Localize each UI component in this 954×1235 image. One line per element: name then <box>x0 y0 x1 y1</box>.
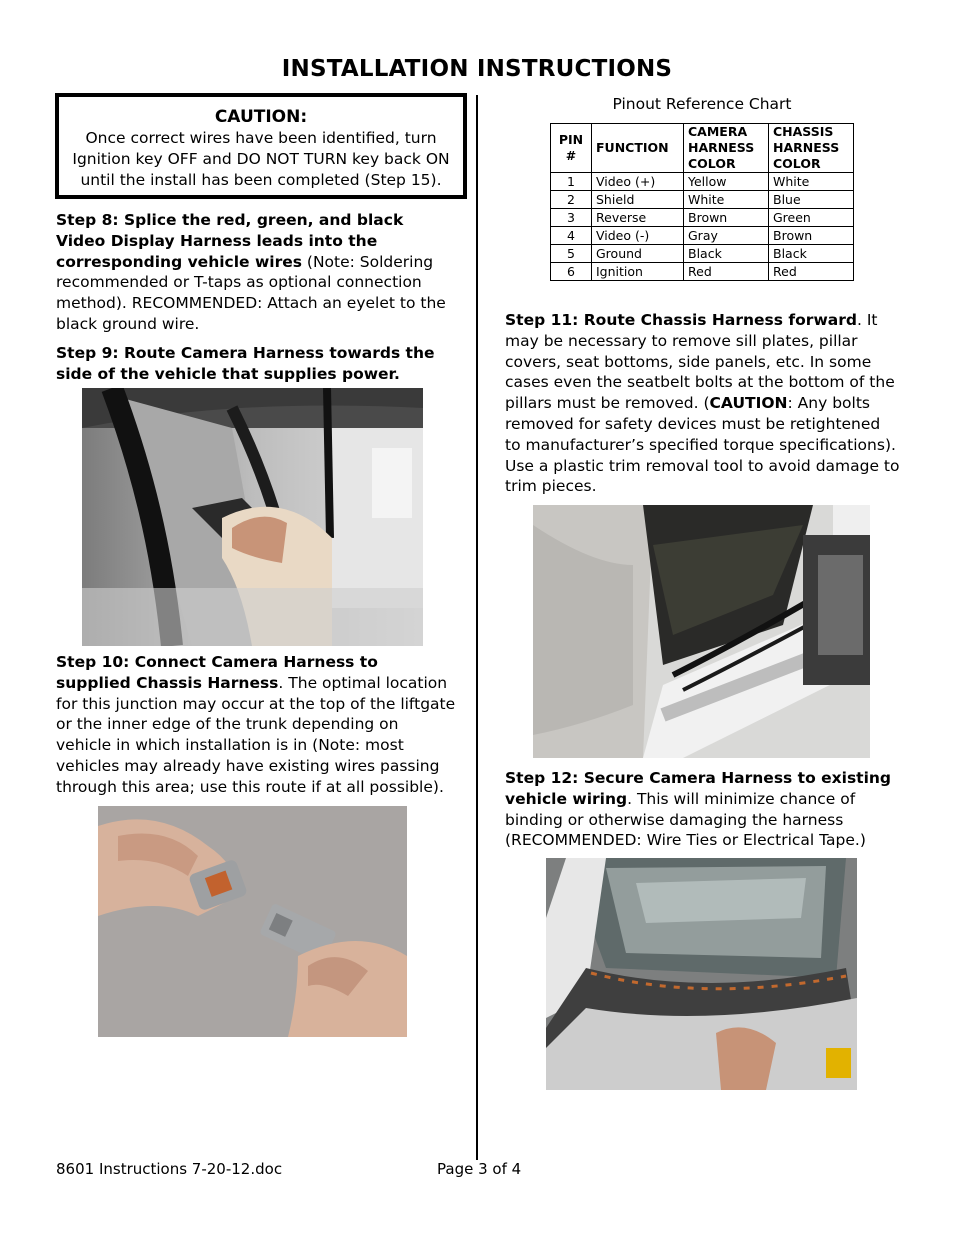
column-divider <box>476 95 478 1160</box>
pinout-cell: Red <box>769 263 854 281</box>
pinout-cell: 2 <box>551 191 592 209</box>
pinout-cell: Red <box>684 263 769 281</box>
caution-heading: CAUTION: <box>214 107 308 127</box>
step-12-text: . This will minimize chance of binding or otherwise damaging the harness (RECOMMENDED: Wire Ties or Electrical Tape.) <box>505 789 866 850</box>
pinout-cell: Reverse <box>592 209 684 227</box>
pinout-cell: 3 <box>551 209 592 227</box>
pinout-cell: Black <box>684 245 769 263</box>
pinout-cell: 5 <box>551 245 592 263</box>
photo-sill-plate-routing <box>533 505 870 758</box>
table-row <box>551 173 854 191</box>
step-11-text-2: : Any bolts removed for safety devices must be retightened to manufacturer’s specified torque specifications). Use a plastic trim removal tool to avoid damage to trim pieces. <box>505 394 900 496</box>
step-10-text: . The optimal location for this junction may occur at the top of the liftgate or the inner edge of the trunk depending on vehicle in which installation is in (Note: most vehicles may already have existing wires passing through this area; use this route if at all possible). <box>56 673 456 796</box>
table-row <box>551 209 854 227</box>
pinout-cell: Video (-) <box>592 227 684 245</box>
pinout-cell: Black <box>769 245 854 263</box>
pinout-cell: Brown <box>684 209 769 227</box>
step-8-paragraph <box>56 210 456 335</box>
photo-sill-plate-routing-image <box>533 505 870 758</box>
pinout-cell: White <box>769 173 854 191</box>
photo-liftgate-wiring <box>546 858 857 1090</box>
photo-liftgate-harness <box>82 388 423 646</box>
pinout-cell: Green <box>769 209 854 227</box>
caution-box <box>55 93 467 199</box>
pinout-header-row <box>551 124 854 173</box>
photo-liftgate-wiring-image <box>546 858 857 1090</box>
step-9-paragraph <box>56 343 456 385</box>
photo-connector-junction <box>98 806 407 1037</box>
step-12-paragraph <box>505 768 900 851</box>
pinout-chart-title: Pinout Reference Chart <box>612 95 792 113</box>
footer-document-name: 8601 Instructions 7-20-12.doc <box>56 1160 283 1178</box>
pinout-cell: Yellow <box>684 173 769 191</box>
step-11-text-1: . It may be necessary to remove sill plates, pillar covers, seat bottoms, side panels, etc. In some cases even the seatbelt bolts at the bottom of the pillars must be removed. ( <box>505 311 895 413</box>
step-12-heading: Step 12: Secure Camera Harness to existing vehicle wiring <box>505 769 892 808</box>
pinout-cell: Ignition <box>592 263 684 281</box>
step-11-paragraph <box>505 310 900 497</box>
pinout-header-camera-color: CAMERA HARNESS COLOR <box>684 124 769 173</box>
table-row <box>551 227 854 245</box>
pinout-cell: Blue <box>769 191 854 209</box>
step-11-heading: Step 11: Route Chassis Harness forward <box>505 311 857 329</box>
pinout-header-chassis-color: CHASSIS HARNESS COLOR <box>769 124 854 173</box>
pinout-table <box>550 123 854 281</box>
photo-liftgate-harness-image <box>82 388 423 646</box>
table-row <box>551 191 854 209</box>
pinout-cell: White <box>684 191 769 209</box>
caution-line-2: Ignition key OFF and DO NOT TURN key back ON <box>72 150 450 168</box>
pinout-cell: 6 <box>551 263 592 281</box>
caution-line-1: Once correct wires have been identified, turn <box>85 129 437 147</box>
photo-connector-junction-image <box>98 806 407 1037</box>
pinout-cell: Shield <box>592 191 684 209</box>
table-row <box>551 263 854 281</box>
pinout-cell: 1 <box>551 173 592 191</box>
page-title: INSTALLATION INSTRUCTIONS <box>281 56 673 82</box>
step-8-heading: Step 8: Splice the red, green, and black Video Display Harness leads into the corresponding vehicle wires <box>56 211 404 271</box>
pinout-cell: Video (+) <box>592 173 684 191</box>
table-row <box>551 245 854 263</box>
pinout-header-function: FUNCTION <box>592 124 684 173</box>
step-11-caution-word: CAUTION <box>709 394 788 413</box>
pinout-cell: Brown <box>769 227 854 245</box>
caution-line-3: until the install has been completed (Step 15). <box>80 171 442 189</box>
step-9-heading: Step 9: Route Camera Harness towards the side of the vehicle that supplies power. <box>56 344 435 383</box>
pinout-header-pin: PIN # <box>551 124 592 173</box>
pinout-cell: 4 <box>551 227 592 245</box>
step-8-text: (Note: Soldering recommended or T-taps as optional connection method). RECOMMENDED: Attach an eyelet to the black ground wire. <box>56 252 446 333</box>
footer-page-number: Page 3 of 4 <box>437 1160 522 1178</box>
step-10-heading: Step 10: Connect Camera Harness to supplied Chassis Harness <box>56 653 378 692</box>
pinout-cell: Gray <box>684 227 769 245</box>
step-10-paragraph <box>56 652 456 798</box>
pinout-cell: Ground <box>592 245 684 263</box>
